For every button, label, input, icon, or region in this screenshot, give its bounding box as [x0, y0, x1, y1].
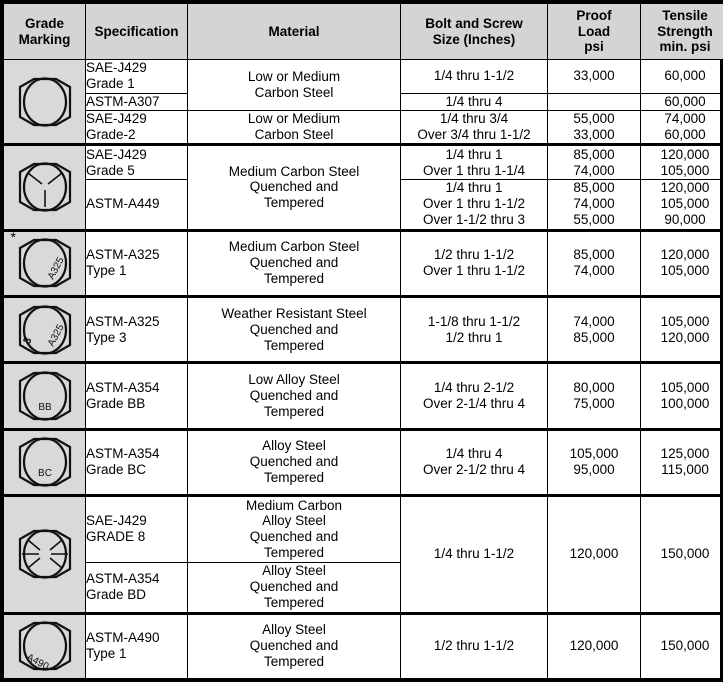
proof-line2: 85,000	[573, 329, 615, 345]
material-line3: Quenched and	[249, 529, 339, 545]
proof-line1: 85,000	[573, 180, 615, 196]
spec-line1: SAE-J429	[86, 513, 147, 529]
proof-line1: 80,000	[573, 379, 615, 395]
column-header-bolt-size	[401, 4, 548, 60]
size-line1: 1/4 thru 1-1/2	[433, 68, 515, 84]
material-cell	[188, 230, 401, 296]
material-line1: Low or Medium	[247, 111, 341, 127]
size-cell	[401, 230, 548, 296]
hex-head-icon	[9, 229, 81, 294]
tensile-line1: 125,000	[660, 446, 710, 462]
material-cell	[188, 60, 401, 111]
header-material-label: Material	[268, 23, 320, 39]
header-tensile-line3: min. psi	[659, 39, 711, 55]
table-row	[4, 495, 723, 562]
size-line1: 1/4 thru 2-1/2	[433, 379, 515, 395]
header-grade-line2: Marking	[18, 31, 71, 47]
tensile-cell	[641, 145, 723, 180]
proof-line1: 120,000	[569, 546, 619, 562]
header-row	[4, 4, 723, 60]
plain-hex-icon	[9, 71, 81, 133]
proof-line1: 85,000	[573, 146, 615, 162]
grade-marking-a325-type1	[4, 230, 86, 296]
grade-marking-a490	[4, 613, 86, 678]
proof-cell	[548, 429, 641, 495]
proof-line2: 74,000	[573, 263, 615, 279]
proof-line2: 74,000	[573, 196, 615, 212]
proof-cell	[548, 60, 641, 94]
proof-cell	[548, 145, 641, 180]
spec-line2: Grade BB	[86, 395, 146, 411]
tensile-cell	[641, 495, 723, 613]
table-row	[4, 230, 723, 296]
material-line1: Alloy Steel	[262, 563, 326, 579]
size-line2: Over 2-1/2 thru 4	[422, 462, 526, 478]
spec-cell	[86, 179, 188, 230]
spec-cell	[86, 613, 188, 678]
table-row	[4, 110, 723, 145]
tensile-line2: 105,000	[660, 196, 710, 212]
size-line2: Over 1 thru 1-1/2	[422, 263, 526, 279]
size-line2: Over 3/4 thru 1-1/2	[417, 127, 531, 143]
a325-type1-hex-icon	[9, 229, 81, 294]
grade-marking-bb	[4, 363, 86, 429]
size-line1: 1-1/8 thru 1-1/2	[427, 313, 521, 329]
tensile-line2: 115,000	[661, 462, 709, 478]
spec-cell	[86, 110, 188, 145]
size-line2: Over 2-1/4 thru 4	[422, 395, 526, 411]
grade-marking-a325-type3	[4, 296, 86, 362]
tensile-line1: 105,000	[660, 379, 710, 395]
tensile-line2: 120,000	[660, 329, 710, 345]
material-line2: Carbon Steel	[254, 84, 334, 100]
proof-cell	[548, 230, 641, 296]
proof-cell	[548, 296, 641, 362]
tensile-cell	[641, 60, 723, 94]
table-row	[4, 60, 723, 94]
proof-line2: 33,000	[573, 127, 615, 143]
table-row	[4, 429, 723, 495]
tensile-line1: 60,000	[664, 93, 706, 109]
spec-cell	[86, 363, 188, 429]
tensile-line1: 150,000	[660, 638, 710, 654]
hex-head-icon	[9, 523, 81, 585]
spec-cell	[86, 145, 188, 180]
spec-line1: ASTM-A325	[86, 247, 160, 263]
size-cell	[401, 495, 548, 613]
spec-line1: ASTM-A490	[86, 630, 160, 646]
tensile-cell	[641, 363, 723, 429]
material-line2: Alloy Steel	[262, 513, 326, 529]
material-line1: Alloy Steel	[262, 622, 326, 638]
tensile-cell	[641, 179, 723, 230]
grade5-hex-icon	[9, 156, 81, 218]
material-line3: Tempered	[263, 195, 325, 211]
column-header-grade-marking	[4, 4, 86, 60]
proof-cell	[548, 110, 641, 145]
svg-text:BB: BB	[37, 401, 52, 413]
header-proof-line3: psi	[584, 39, 604, 55]
table-row	[4, 363, 723, 429]
material-line1: Medium Carbon	[245, 497, 343, 513]
material-line1: Alloy Steel	[262, 438, 326, 454]
svg-text:A325: A325	[45, 322, 67, 348]
size-cell	[401, 179, 548, 230]
proof-cell	[548, 93, 641, 110]
material-line2: Quenched and	[249, 255, 339, 271]
material-cell	[188, 145, 401, 230]
spec-line1: ASTM-A307	[86, 93, 160, 109]
tensile-line1: 120,000	[660, 180, 710, 196]
size-line2: 1/2 thru 1	[445, 329, 503, 345]
svg-text:A490: A490	[24, 652, 50, 673]
material-cell	[188, 363, 401, 429]
spec-line1: SAE-J429	[86, 146, 147, 162]
material-line2: Quenched and	[249, 579, 339, 595]
proof-line2: 74,000	[573, 162, 615, 178]
spec-cell	[86, 93, 188, 110]
hex-head-icon	[9, 156, 81, 218]
material-cell	[188, 613, 401, 678]
material-cell	[188, 296, 401, 362]
proof-line2: 95,000	[573, 462, 615, 478]
spec-line1: ASTM-A449	[86, 196, 160, 212]
size-cell	[401, 613, 548, 678]
material-line1: Low Alloy Steel	[248, 371, 340, 387]
header-size-line1: Bolt and Screw	[425, 15, 523, 31]
spec-line1: ASTM-A354	[86, 446, 160, 462]
spec-line1: SAE-J429	[86, 60, 147, 76]
a490-hex-icon	[9, 615, 81, 677]
table-body	[4, 60, 723, 679]
tensile-line1: 120,000	[660, 247, 710, 263]
material-line4: Tempered	[263, 545, 325, 561]
spec-cell	[86, 230, 188, 296]
proof-line3: 55,000	[573, 212, 615, 228]
spec-line2: Grade 1	[86, 76, 135, 92]
tensile-line1: 60,000	[664, 68, 706, 84]
tensile-line2: 105,000	[660, 162, 710, 178]
hex-head-icon	[9, 365, 81, 427]
header-proof-line2: Load	[577, 23, 611, 39]
tensile-line2: 105,000	[660, 263, 710, 279]
material-cell	[188, 110, 401, 145]
spec-cell	[86, 429, 188, 495]
column-header-specification	[86, 4, 188, 60]
proof-cell	[548, 495, 641, 613]
size-cell	[401, 145, 548, 180]
svg-text:3: 3	[20, 334, 35, 346]
material-line1: Low or Medium	[247, 68, 341, 84]
spec-line2: Grade BC	[86, 462, 147, 478]
tensile-line2: 60,000	[664, 127, 706, 143]
bc-hex-icon	[9, 431, 81, 493]
size-cell	[401, 93, 548, 110]
material-line2: Quenched and	[249, 387, 339, 403]
material-line3: Tempered	[263, 654, 325, 670]
hex-head-icon	[9, 615, 81, 677]
size-line1: 1/2 thru 1-1/2	[433, 638, 515, 654]
tensile-cell	[641, 296, 723, 362]
proof-cell	[548, 613, 641, 678]
spec-line2: GRADE 8	[86, 529, 146, 545]
table-row	[4, 613, 723, 678]
asterisk-footnote-marker: *	[10, 229, 16, 246]
header-proof-line1: Proof	[576, 7, 612, 23]
svg-text:BC: BC	[37, 468, 52, 480]
grade-marking-grade8	[4, 495, 86, 613]
size-line1: 1/4 thru 1-1/2	[433, 546, 515, 562]
proof-line1: 55,000	[573, 111, 615, 127]
grade-marking-plain-hex	[4, 60, 86, 145]
size-line2: Over 1 thru 1-1/2	[422, 196, 526, 212]
header-tensile-line2: Strength	[657, 23, 713, 39]
spec-cell	[86, 562, 188, 613]
spec-line2: Type 3	[86, 329, 127, 345]
grade-marking-grade5	[4, 145, 86, 230]
material-line1: Weather Resistant Steel	[221, 305, 367, 321]
spec-cell	[86, 296, 188, 362]
a325-type3-hex-icon	[9, 299, 81, 361]
size-line1: 1/4 thru 4	[445, 446, 503, 462]
proof-line2: 75,000	[573, 395, 615, 411]
proof-line1: 74,000	[573, 313, 615, 329]
size-cell	[401, 296, 548, 362]
svg-text:A325: A325	[45, 255, 67, 282]
table-row	[4, 145, 723, 180]
material-line1: Medium Carbon Steel	[228, 163, 360, 179]
material-line3: Tempered	[263, 271, 325, 287]
column-header-proof-load	[548, 4, 641, 60]
tensile-line3: 90,000	[664, 212, 706, 228]
tensile-line1: 105,000	[660, 313, 710, 329]
table-row	[4, 296, 723, 362]
size-cell	[401, 60, 548, 94]
column-header-tensile-strength	[641, 4, 723, 60]
spec-line2: Type 1	[86, 263, 127, 279]
size-line1: 1/2 thru 1-1/2	[433, 247, 515, 263]
material-cell	[188, 495, 401, 562]
proof-line1: 33,000	[573, 68, 615, 84]
material-cell	[188, 429, 401, 495]
proof-line1: 105,000	[569, 446, 619, 462]
grade8-hex-icon	[9, 523, 81, 585]
tensile-line1: 150,000	[660, 546, 710, 562]
tensile-cell	[641, 613, 723, 678]
material-line3: Tempered	[263, 595, 325, 611]
size-line3: Over 1-1/2 thru 3	[422, 212, 526, 228]
size-line1: 1/4 thru 3/4	[439, 111, 509, 127]
hex-head-icon	[9, 299, 81, 361]
material-line2: Quenched and	[249, 454, 339, 470]
size-cell	[401, 429, 548, 495]
proof-line1: 85,000	[573, 247, 615, 263]
material-line2: Quenched and	[249, 179, 339, 195]
material-line2: Carbon Steel	[254, 127, 334, 143]
tensile-line2: 100,000	[660, 395, 710, 411]
material-cell	[188, 562, 401, 613]
spec-line2: Type 1	[86, 646, 127, 662]
spec-line2: Grade-2	[86, 127, 136, 143]
proof-line1: 120,000	[569, 638, 619, 654]
size-cell	[401, 110, 548, 145]
size-cell	[401, 363, 548, 429]
spec-line1: ASTM-A354	[86, 571, 160, 587]
hex-head-icon	[9, 431, 81, 493]
material-line3: Tempered	[263, 403, 325, 419]
spec-line1: ASTM-A325	[86, 313, 160, 329]
spec-line2: Grade BD	[86, 587, 147, 603]
spec-line1: ASTM-A354	[86, 379, 160, 395]
material-line3: Tempered	[263, 470, 325, 486]
proof-cell	[548, 363, 641, 429]
size-line1: 1/4 thru 1	[445, 146, 503, 162]
size-line1: 1/4 thru 1	[445, 180, 503, 196]
tensile-line1: 120,000	[660, 146, 710, 162]
bb-hex-icon	[9, 365, 81, 427]
table-header	[4, 4, 723, 60]
header-specification-label: Specification	[94, 23, 179, 39]
grade-marking-bc	[4, 429, 86, 495]
material-line3: Tempered	[263, 337, 325, 353]
column-header-material	[188, 4, 401, 60]
hex-head-icon	[9, 71, 81, 133]
size-line1: 1/4 thru 4	[445, 93, 503, 109]
header-tensile-line1: Tensile	[662, 7, 708, 23]
spec-cell	[86, 60, 188, 94]
proof-cell	[548, 179, 641, 230]
tensile-cell	[641, 230, 723, 296]
tensile-cell	[641, 110, 723, 145]
tensile-cell	[641, 93, 723, 110]
material-line1: Medium Carbon Steel	[228, 239, 360, 255]
size-line2: Over 1 thru 1-1/4	[422, 162, 526, 178]
spec-line1: SAE-J429	[86, 111, 147, 127]
material-line2: Quenched and	[249, 638, 339, 654]
tensile-cell	[641, 429, 723, 495]
spec-line2: Grade 5	[86, 162, 135, 178]
tensile-line1: 74,000	[664, 111, 706, 127]
header-grade-line1: Grade	[24, 15, 65, 31]
material-line2: Quenched and	[249, 321, 339, 337]
header-size-line2: Size (Inches)	[432, 31, 516, 47]
spec-cell	[86, 495, 188, 562]
spec-table	[3, 3, 723, 679]
